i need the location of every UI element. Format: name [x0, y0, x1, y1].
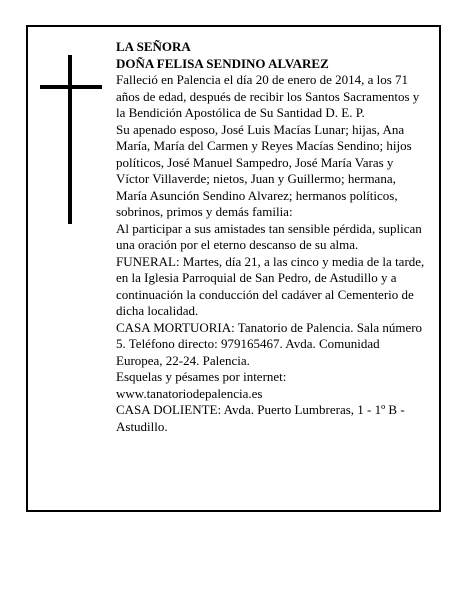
- cross-horizontal-bar: [40, 85, 102, 89]
- deceased-name: DOÑA FELISA SENDINO ALVAREZ: [116, 55, 329, 71]
- prayer-request: Al participar a sus amistades tan sensible pérdida, suplican una oración por el eterno descanso de su alma.: [116, 220, 422, 252]
- title-line-1: LA SEÑORA: [116, 39, 191, 54]
- online-condolences: Esquelas y pésames por internet: www.tanatoriodepalencia.es: [116, 369, 287, 401]
- obituary-notice: [26, 25, 441, 512]
- cross-vertical-bar: [68, 55, 72, 224]
- mourning-house-address: CASA DOLIENTE: Avda. Puerto Lumbreras, 1 - 1º B - Astudillo.: [116, 402, 405, 434]
- funeral-home-details: CASA MORTUORIA: Tanatorio de Palencia. Sala número 5. Teléfono directo: 979165467. Avda. Comunidad Europea, 22-24. Palencia.: [116, 319, 423, 368]
- family-list: Su apenado esposo, José Luis Macías Lunar; hijas, Ana María, María del Carmen y Reyes Macías Sendino; hijos políticos, José Manuel Sampedro, José María Varas y Víctor Villaverde; nietos, Juan y Guillermo; hermana, María Asunción Sendino Alvarez; hermanos políticos, sobrinos, primos y demás familia:: [116, 121, 412, 219]
- funeral-details: FUNERAL: Martes, día 21, a las cinco y media de la tarde, en la Iglesia Parroquial de San Pedro, de Astudillo y a continuación la conducción del cadáver al Cementerio de dicha localidad.: [116, 253, 425, 318]
- obituary-text: [116, 39, 426, 435]
- death-announcement: Falleció en Palencia el día 20 de enero de 2014, a los 71 años de edad, después de recibir los Santos Sacramentos y la Bendición Apostólica de Su Santidad D. E. P.: [116, 72, 420, 120]
